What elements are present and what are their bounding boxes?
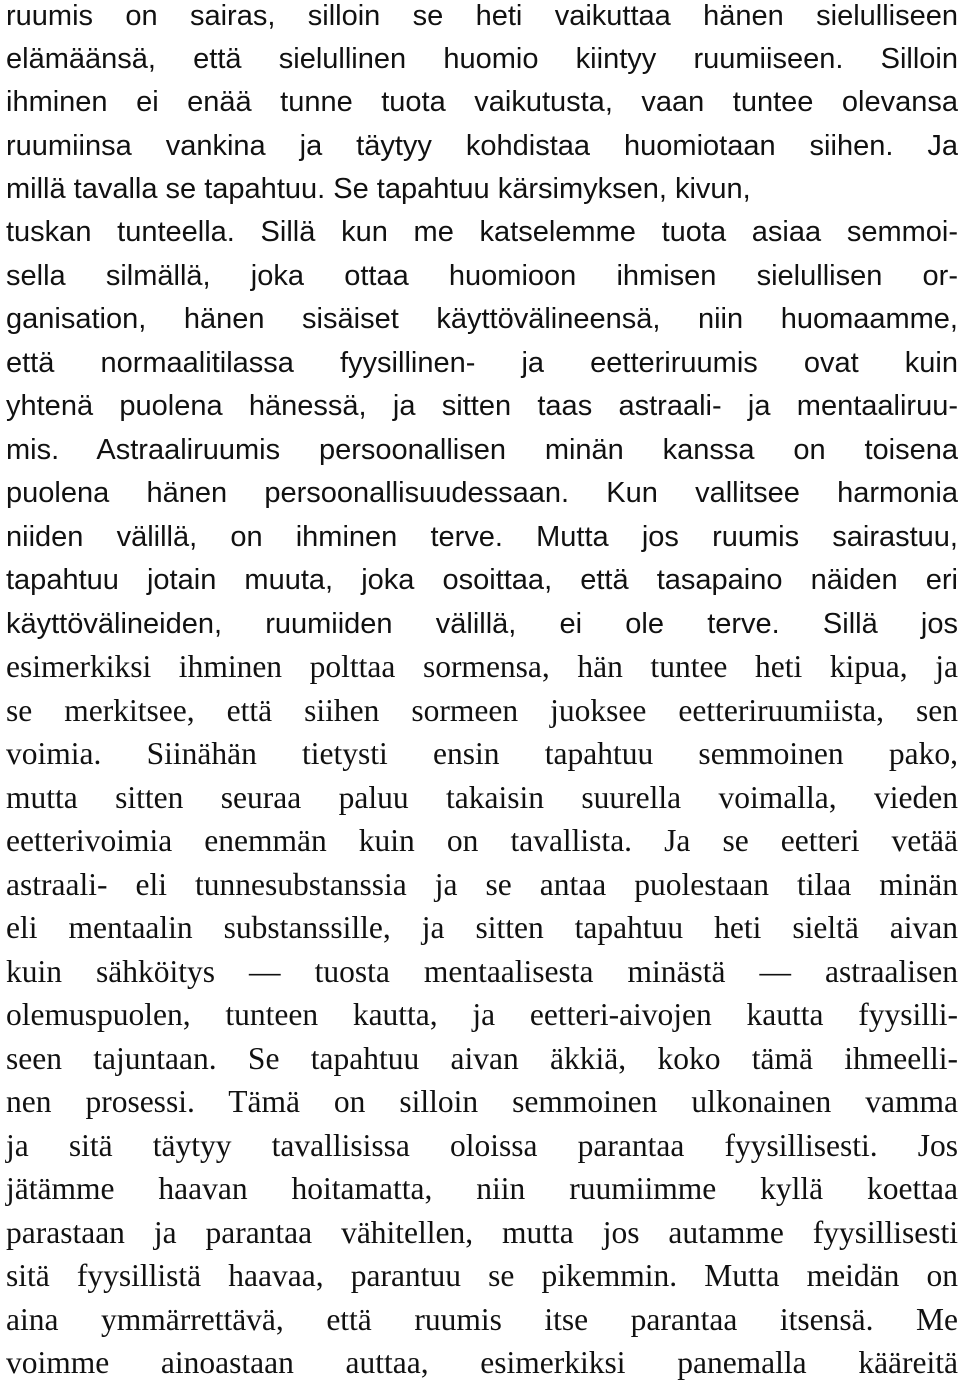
text-line: mis. Astraaliruumis persoonallisen minän kanssa on toisena: [6, 434, 958, 466]
text-line: yhtenä puolena hänessä, ja sitten taas astraali- ja mentaaliruu-: [6, 390, 958, 422]
text-line: parastaan ja parantaa vähitellen, mutta jos autamme fyysillisesti: [6, 1215, 958, 1250]
text-line: kuin sähköitys — tuosta mentaalisesta minästä — astraalisen: [6, 954, 958, 989]
text-line: eli mentaalin substanssille, ja sitten tapahtuu heti sieltä aivan: [6, 910, 958, 945]
text-line: aina ymmärrettävä, että ruumis itse parantaa itsensä. Me: [6, 1302, 958, 1337]
text-line: niiden välillä, on ihminen terve. Mutta jos ruumis sairastuu,: [6, 521, 958, 553]
text-line: voimia. Siinähän tietysti ensin tapahtuu semmoinen pako,: [6, 736, 958, 771]
text-line: ruumis on sairas, silloin se heti vaikuttaa hänen sielulliseen: [6, 0, 958, 32]
text-line: ganisation, hänen sisäiset käyttövälineensä, niin huomaamme,: [6, 303, 958, 335]
text-line: seen tajuntaan. Se tapahtuu aivan äkkiä, koko tämä ihmeelli-: [6, 1041, 958, 1076]
text-line: käyttövälineiden, ruumiiden välillä, ei ole terve. Sillä jos: [6, 608, 958, 640]
text-line: se merkitsee, että siihen sormeen juoksee eetteriruumiista, sen: [6, 693, 958, 728]
text-line: sitä fyysillistä haavaa, parantuu se pikemmin. Mutta meidän on: [6, 1258, 958, 1293]
text-line: mutta sitten seuraa paluu takaisin suurella voimalla, vieden: [6, 780, 958, 815]
text-line: nen prosessi. Tämä on silloin semmoinen ulkonainen vamma: [6, 1084, 958, 1119]
text-line: esimerkiksi ihminen polttaa sormensa, hän tuntee heti kipua, ja: [6, 649, 958, 684]
text-line: olemuspuolen, tunteen kautta, ja eetteri-aivojen kautta fyysilli-: [6, 997, 958, 1032]
text-line: tapahtuu jotain muuta, joka osoittaa, että tasapaino näiden eri: [6, 564, 958, 596]
text-line: millä tavalla se tapahtuu. Se tapahtuu kärsimyksen, kivun,: [6, 173, 751, 205]
text-line: ruumiinsa vankina ja täytyy kohdistaa huomiotaan siihen. Ja: [6, 130, 958, 162]
text-line: ja sitä täytyy tavallisissa oloissa parantaa fyysillisesti. Jos: [6, 1128, 958, 1163]
text-line: puolena hänen persoonallisuudessaan. Kun vallitsee harmonia: [6, 477, 958, 509]
text-line: elämäänsä, että sielullinen huomio kiintyy ruumiiseen. Silloin: [6, 43, 958, 75]
text-line: tuskan tunteella. Sillä kun me katselemme tuota asiaa semmoi-: [6, 216, 958, 248]
text-line: että normaalitilassa fyysillinen- ja eetteriruumis ovat kuin: [6, 347, 958, 379]
text-line: sella silmällä, joka ottaa huomioon ihmisen sielullisen or-: [6, 260, 958, 292]
text-line: jätämme haavan hoitamatta, niin ruumiimme kyllä koettaa: [6, 1171, 958, 1206]
text-line: astraali- eli tunnesubstanssia ja se antaa puolestaan tilaa minän: [6, 867, 958, 902]
text-line: voimme ainoastaan auttaa, esimerkiksi panemalla kääreitä: [6, 1345, 958, 1380]
text-line: eetterivoimia enemmän kuin on tavallista. Ja se eetteri vetää: [6, 823, 958, 858]
text-line: ihminen ei enää tunne tuota vaikutusta, vaan tuntee olevansa: [6, 86, 958, 118]
